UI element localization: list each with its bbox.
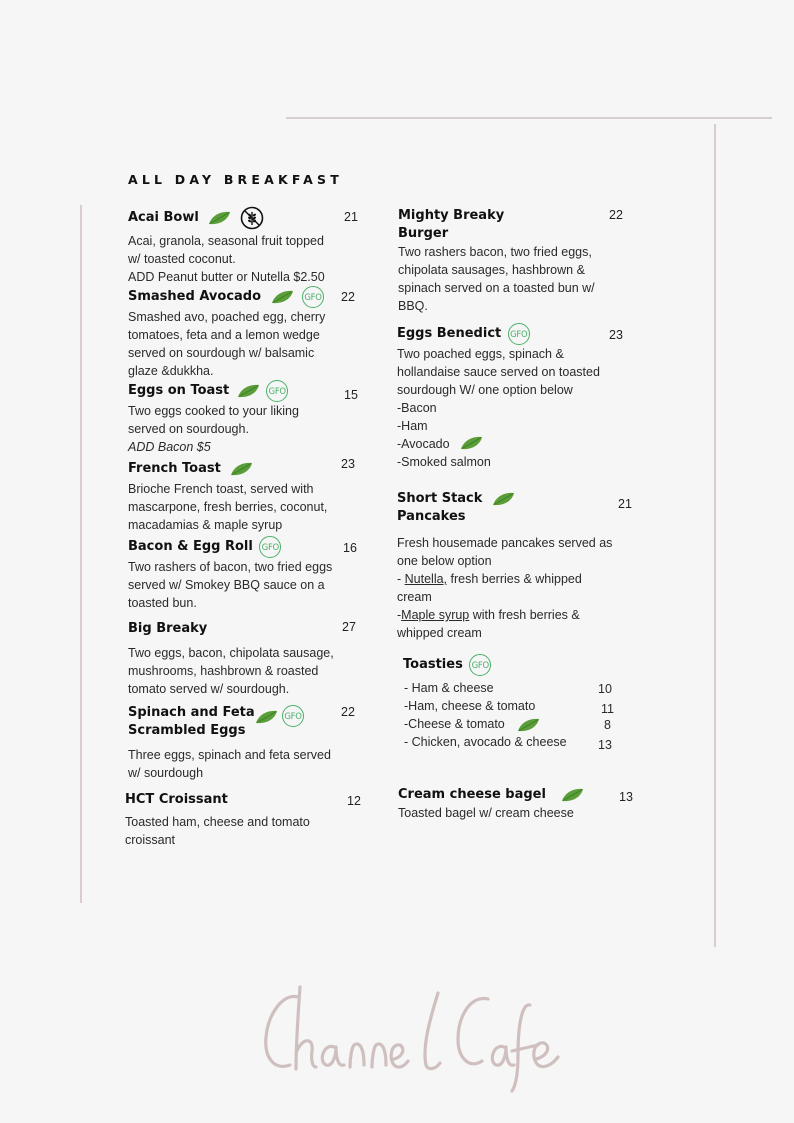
menu-item-smashed-avocado: [128, 286, 358, 380]
item-description: Two eggs, bacon, chipolata sausage, mushrooms, hashbrown & roasted tomato served w/ sourdough.: [128, 646, 334, 697]
item-price: 13: [619, 790, 633, 804]
right-rule: [714, 124, 716, 947]
item-price: 22: [341, 705, 355, 719]
gfo-badge-icon: GFO: [266, 380, 288, 402]
item-addon: ADD Bacon $5: [128, 440, 211, 454]
item-description: Acai, granola, seasonal fruit topped w/ toasted coconut. ADD Peanut butter or Nutella $2.50: [128, 234, 325, 284]
item-description: Two poached eggs, spinach & hollandaise sauce served on toasted sourdough W/ one option below -Bacon -Ham -Avocado -Smoked salmon: [397, 347, 600, 469]
toastie-price: 10: [598, 682, 612, 696]
toastie-option: - Chicken, avocado & cheese: [404, 735, 567, 749]
item-price: 12: [347, 794, 361, 808]
leaf-icon: [560, 788, 584, 803]
menu-item-acai-bowl: [128, 206, 358, 286]
item-name: Smashed Avocado: [128, 289, 262, 304]
item-description: Toasted bagel w/ cream cheese: [398, 806, 574, 821]
item-description: Three eggs, spinach and feta served w/ sourdough: [128, 748, 331, 780]
item-price: 15: [344, 388, 358, 402]
left-rule: [80, 205, 82, 903]
gfo-badge-icon: GFO: [508, 323, 530, 345]
gfo-badge-icon: GFO: [259, 536, 281, 558]
leaf-icon: [491, 492, 515, 507]
gfo-badge-icon: GFO: [282, 705, 304, 727]
leaf-icon: [516, 718, 540, 733]
item-name: Eggs on Toast: [128, 383, 230, 398]
item-price: 27: [342, 620, 356, 634]
menu-item-french-toast: [128, 457, 358, 534]
item-name: French Toast: [128, 461, 221, 476]
leaf-icon: [270, 290, 294, 305]
leaf-icon: [207, 211, 231, 226]
item-description: Two rashers of bacon, two fried eggs served w/ Smokey BBQ sauce on a toasted bun.: [128, 560, 333, 610]
gluten-free-wheat-icon: [240, 206, 264, 230]
gfo-badge-icon: GFO: [469, 654, 491, 676]
item-name: Toasties: [403, 657, 463, 672]
item-price: 23: [609, 328, 623, 342]
gfo-badge-icon: GFO: [302, 286, 324, 308]
item-description: Toasted ham, cheese and tomato croissant: [125, 815, 310, 848]
toastie-option: -Ham, cheese & tomato: [404, 699, 536, 713]
toastie-price: 13: [598, 738, 612, 752]
item-description: Brioche French toast, served with mascarpone, fresh berries, coconut, macadamias & maple syrup: [128, 482, 328, 533]
item-price: 23: [341, 457, 355, 471]
menu-item-mighty-breaky-burger: [398, 207, 638, 315]
item-name: Mighty Breaky Burger: [398, 208, 505, 241]
item-name: Acai Bowl: [128, 210, 199, 225]
channel-cafe-signature-logo: [260, 975, 570, 1095]
item-name: Cream cheese bagel: [398, 787, 546, 802]
item-description: Smashed avo, poached egg, cherry tomatoes, feta and a lemon wedge served on sourdough w/ balsamic glaze &dukkha.: [128, 310, 326, 378]
item-description: Two rashers bacon, two fried eggs, chipolata sausages, hashbrown & spinach served on a toasted bun w/ BBQ.: [398, 245, 595, 313]
item-description: Fresh housemade pancakes served as one below option - Nutella, fresh berries & whipped cream -Maple syrup with fresh berries & whipped cream: [397, 536, 613, 640]
toastie-option: - Ham & cheese: [404, 681, 494, 695]
item-name: HCT Croissant: [125, 792, 228, 807]
top-rule: [286, 117, 772, 119]
item-name: Big Breaky: [128, 621, 208, 636]
item-price: 21: [618, 497, 632, 511]
menu-item-eggs-benedict: [397, 323, 637, 471]
menu-item-cream-cheese-bagel: [398, 786, 638, 822]
leaf-icon: [254, 710, 278, 725]
toastie-price: 11: [601, 702, 614, 716]
item-price: 21: [344, 210, 358, 224]
item-description: Two eggs cooked to your liking served on sourdough. ADD Bacon $5: [128, 402, 358, 456]
toastie-option: -Cheese & tomato: [404, 717, 505, 731]
toastie-price: 8: [604, 718, 611, 732]
menu-item-bacon-egg-roll: [128, 536, 358, 612]
item-name: Eggs Benedict: [397, 326, 502, 341]
item-price: 16: [343, 541, 357, 555]
menu-item-spinach-feta-eggs: [128, 704, 358, 782]
item-name: Bacon & Egg Roll: [128, 539, 253, 554]
menu-item-hct-croissant: [125, 791, 365, 849]
item-price: 22: [341, 290, 355, 304]
leaf-icon: [236, 384, 260, 399]
item-name: Spinach and Feta Scrambled Eggs: [128, 705, 255, 738]
menu-item-toasties: [403, 654, 623, 676]
item-name: Short Stack Pancakes: [397, 491, 483, 524]
leaf-icon: [229, 462, 253, 477]
menu-item-short-stack-pancakes: [397, 490, 637, 642]
item-price: 22: [609, 208, 623, 222]
section-title: ALL DAY BREAKFAST: [128, 172, 343, 187]
menu-item-big-breaky: [128, 620, 358, 698]
leaf-icon: [459, 436, 483, 451]
menu-item-eggs-on-toast: [128, 380, 358, 456]
